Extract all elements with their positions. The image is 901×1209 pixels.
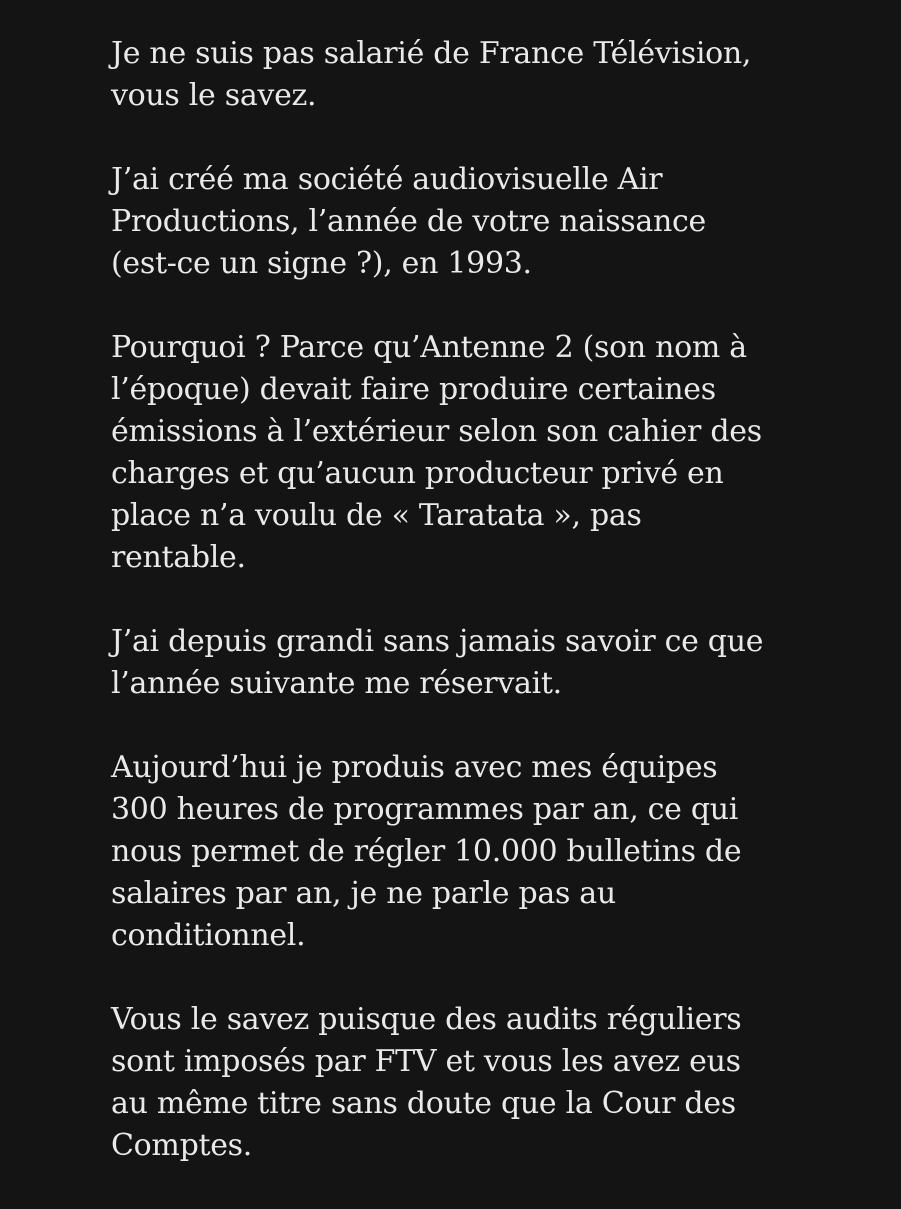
- text-line: Je ne suis pas salarié de France Télévision,: [111, 36, 752, 71]
- text-line: l’année suivante me réservait.: [111, 666, 562, 701]
- text-line: vous le savez.: [111, 78, 317, 113]
- document-body: [111, 33, 811, 1209]
- text-line: Pourquoi ? Parce qu’Antenne 2 (son nom à: [111, 330, 747, 365]
- text-line: au même titre sans doute que la Cour des: [111, 1086, 736, 1121]
- paragraph-3: [111, 327, 811, 579]
- text-line: l’époque) devait faire produire certaines: [111, 372, 716, 407]
- paragraph-1: [111, 33, 811, 117]
- text-line: charges et qu’aucun producteur privé en: [111, 456, 724, 491]
- text-line: sont imposés par FTV et vous les avez eus: [111, 1044, 741, 1079]
- text-line: J’ai créé ma société audiovisuelle Air: [111, 162, 663, 197]
- text-line: nous permet de régler 10.000 bulletins de: [111, 834, 742, 869]
- text-line: place n’a voulu de « Taratata », pas: [111, 498, 642, 533]
- text-line: conditionnel.: [111, 918, 306, 953]
- text-line: (est-ce un signe ?), en 1993.: [111, 246, 532, 281]
- paragraph-6: [111, 999, 811, 1167]
- text-line: Vous le savez puisque des audits réguliers: [111, 1002, 742, 1037]
- text-line: Comptes.: [111, 1128, 253, 1163]
- text-line: rentable.: [111, 540, 246, 575]
- text-line: salaires par an, je ne parle pas au: [111, 876, 616, 911]
- text-line: J’ai depuis grandi sans jamais savoir ce que: [111, 624, 764, 659]
- text-line: 300 heures de programmes par an, ce qui: [111, 792, 739, 827]
- text-line: Aujourd’hui je produis avec mes équipes: [111, 750, 718, 785]
- text-line: émissions à l’extérieur selon son cahier des: [111, 414, 762, 449]
- text-line: Productions, l’année de votre naissance: [111, 204, 706, 239]
- paragraph-2: [111, 159, 811, 285]
- paragraph-5: [111, 747, 811, 957]
- paragraph-4: [111, 621, 811, 705]
